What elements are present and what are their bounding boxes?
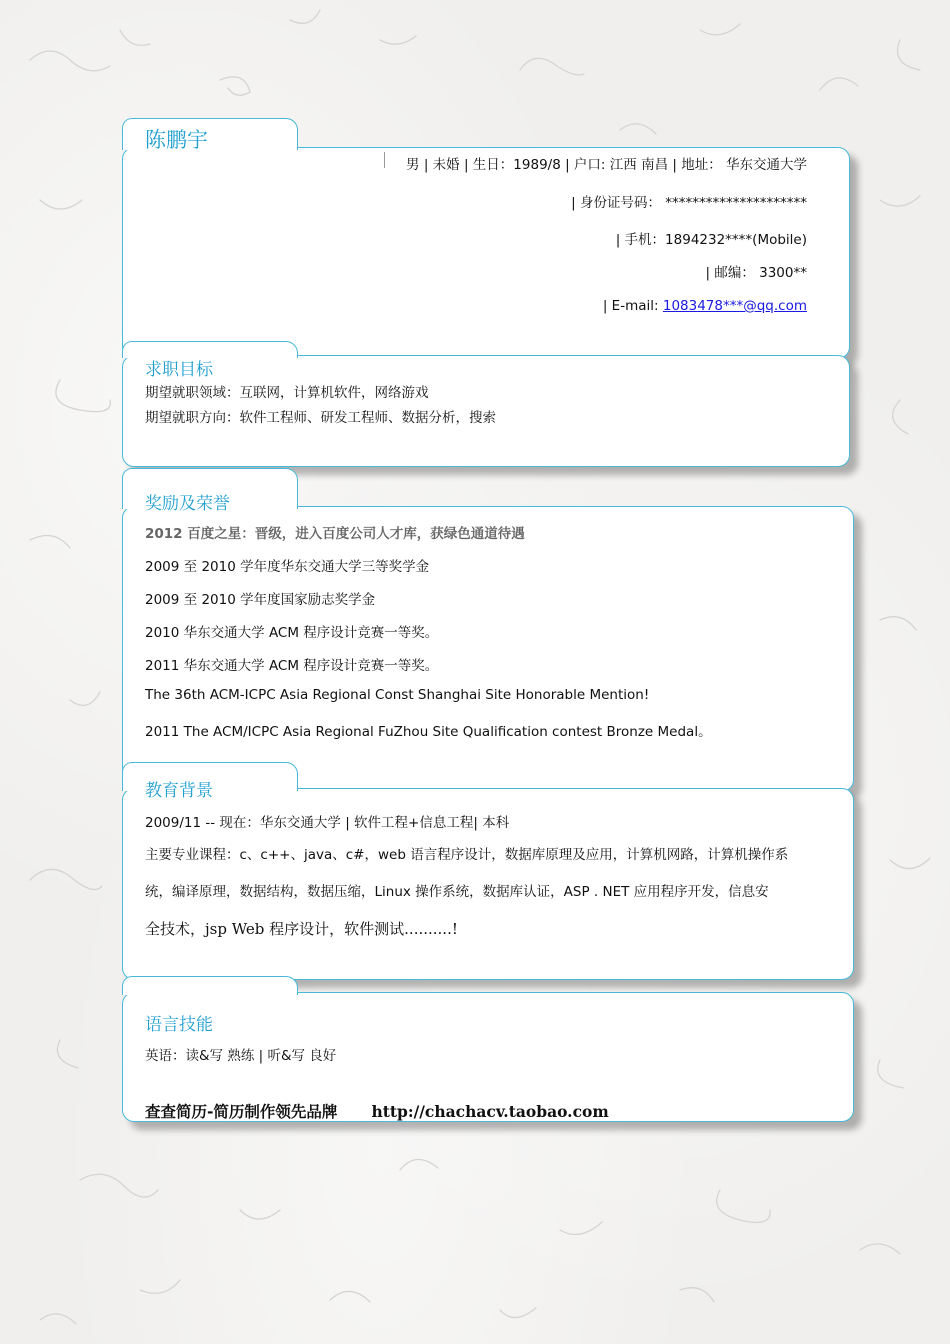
header-card [122,147,850,359]
profile-postcode: | 邮编： 3300** [705,265,807,281]
award-item: The 36th ACM-ICPC Asia Regional Const Shanghai Site Honorable Mention! [145,687,650,703]
award-item: 2009 至 2010 学年度华东交通大学三等奖学金 [145,559,430,575]
candidate-name: 陈鹏宇 [145,128,208,152]
objective-item: 期望就职方向：软件工程师、研发工程师、数据分析，搜索 [145,410,496,426]
profile-id-number: | 身份证号码： ********************* [571,195,807,211]
footer-brand-text: 查查简历-简历制作领先品牌 [145,1103,338,1121]
award-item: 2011 华东交通大学 ACM 程序设计竞赛一等奖。 [145,658,439,674]
education-item: 2009/11 -- 现在：华东交通大学 | 软件工程+信息工程| 本科 [145,815,510,831]
awards-card [122,506,854,792]
education-heading: 教育背景 [145,781,213,801]
objective-heading: 求职目标 [145,360,213,380]
email-link[interactable]: 1083478***@qq.com [662,298,807,314]
education-item: 主要专业课程：c、c++、java、c#，web 语言程序设计，数据库原理及应用，计算机网路，计算机操作系 [145,847,789,863]
profile-email-row [603,298,807,314]
award-item: 2011 The ACM/ICPC Asia Regional FuZhou Site Qualification contest Bronze Medal。 [145,724,712,740]
language-item: 英语：读&写 熟练 | 听&写 良好 [145,1048,337,1064]
award-item: 2012 百度之星：晋级，进入百度公司人才库，获绿色通道待遇 [145,526,525,542]
footer-url[interactable]: http://chachacv.taobao.com [371,1102,609,1121]
separator-bar [384,152,385,168]
award-item: 2009 至 2010 学年度国家励志奖学金 [145,592,376,608]
award-item: 2010 华东交通大学 ACM 程序设计竞赛一等奖。 [145,625,439,641]
language-heading: 语言技能 [145,1015,213,1035]
profile-phone: | 手机：1894232****(Mobile) [615,232,807,248]
profile-basic-info: 男 | 未婚 | 生日：1989/8 | 户口: 江西 南昌 | 地址： 华东交通大学 [406,157,807,173]
education-item: 全技术，jsp Web 程序设计，软件测试..........! [145,920,458,938]
awards-heading: 奖励及荣誉 [145,494,230,514]
objective-item: 期望就职领域：互联网，计算机软件，网络游戏 [145,385,429,401]
education-item: 统，编译原理，数据结构，数据压缩，Linux 操作系统，数据库认证，ASP . NET 应用程序开发，信息安 [145,884,769,900]
footer-brand [145,1100,609,1122]
email-label: | E-mail: [602,298,663,314]
